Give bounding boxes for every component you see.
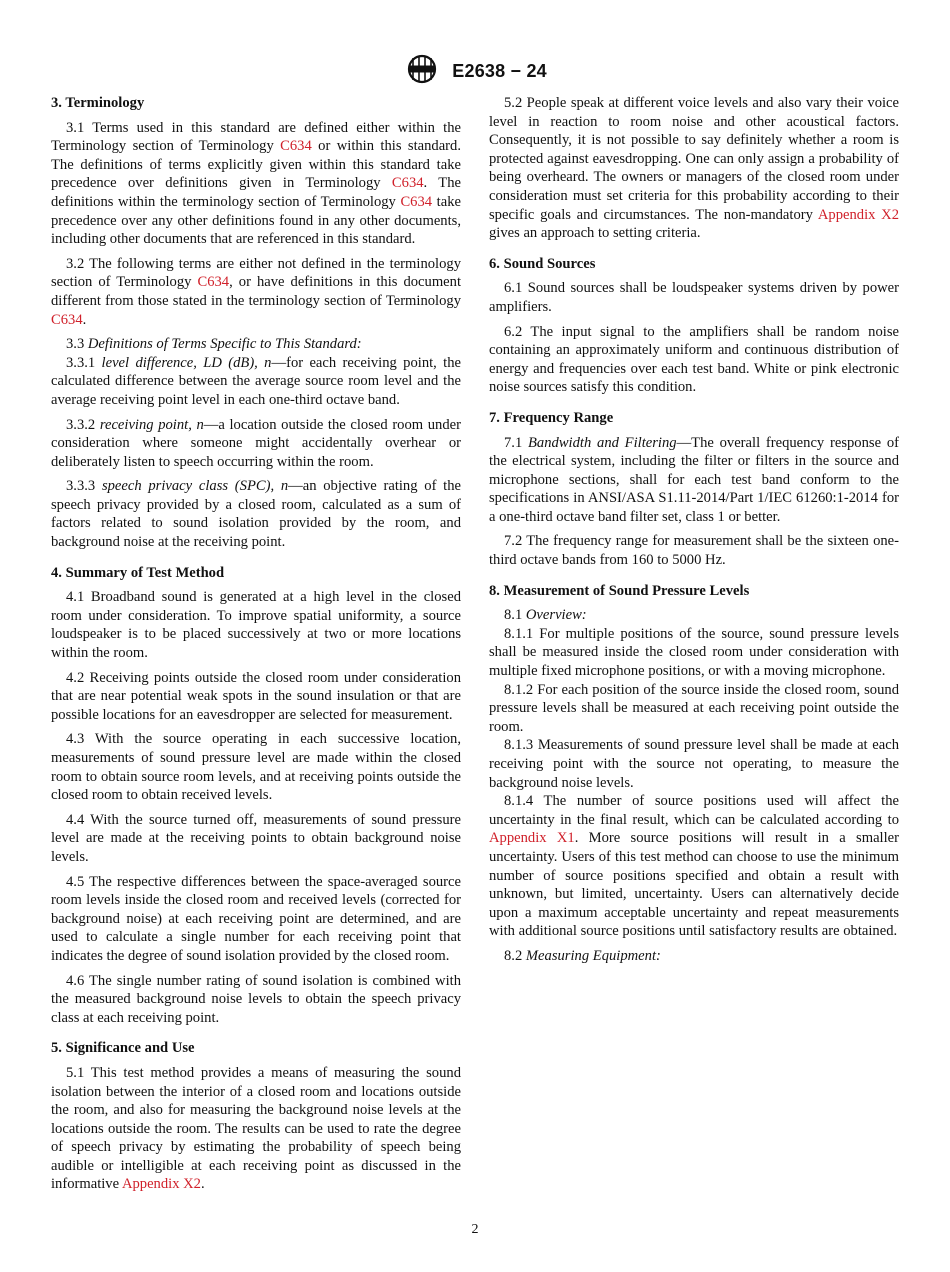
paragraph-8-2: 8.2 Measuring Equipment: [504,947,661,964]
paragraph-8-1-3: 8.1.3 Measurements of sound pressure level shall be made at each receiving point with the source not operating, to measure the background noise levels. [489,737,899,791]
paragraph-4-4: 4.4 With the source turned off, measurements of sound pressure level are made at the receiving points to obtain background noise levels. [51,811,461,865]
link-appendix-x2[interactable]: Appendix X2 [121,1176,201,1193]
paragraph-4-3: 4.3 With the source operating in each successive location, measurements of sound pressure level are made within the closed room to obtain source room levels, and at receiving points outside the closed room to obtain received levels. [51,731,461,804]
paragraph-4-2: 4.2 Receiving points outside the closed room under consideration that are near potential weak spots in the sound insulation or that are possible locations for an eavesdropper are selected for measurement. [51,669,461,723]
page-header [0,54,950,89]
paragraph-3-3: 3.3 Definitions of Terms Specific to This Standard: [66,336,362,353]
link-c634[interactable]: C634 [197,274,230,291]
paragraph-8-1: 8.1 Overview: [504,607,587,624]
right-column [489,94,899,972]
paragraph-8-1-1: 8.1.1 For multiple positions of the source, sound pressure levels shall be measured inside the closed room under consideration with multiple fixed microphone positions, or with a moving microphone. [489,625,899,680]
section-8-heading: 8. Measurement of Sound Pressure Levels [489,582,750,599]
page-number: 2 [471,1222,479,1237]
section-3-heading: 3. Terminology [51,95,145,111]
link-c634[interactable]: C634 [400,193,433,210]
paragraph-6-1: 6.1 Sound sources shall be loudspeaker systems driven by power amplifiers. [489,280,899,315]
paragraph-4-6: 4.6 The single number rating of sound isolation is combined with the measured background noise levels to obtain the speech privacy class at each receiving point. [51,972,461,1026]
astm-logo-icon [403,54,441,89]
link-appendix-x2[interactable]: Appendix X2 [817,206,900,223]
paragraph-8-1-2: 8.1.2 For each position of the source inside the closed room, sound pressure levels shall be measured at each receiving point outside the room. [489,681,899,735]
paragraph-7-2: 7.2 The frequency range for measurement shall be the sixteen one-third octave bands from 160 to 5000 Hz. [489,533,899,569]
paragraph-3-3-1: 3.3.1 level difference, LD (dB), n—for each receiving point, the calculated difference between the average source room level and the average receiving point level in each one-third octave band. [51,354,461,408]
paragraph-8-1-4: 8.1.4 The number of source positions used will affect the uncertainty in the final result, which can be calculated according to Appendix X1. More source positions will result in a smaller uncertainty. Users of this test method can choose to use the minimum number of source positions specified and obtain a result with unknown, but limited, uncertainty. Users can alternatively decide upon a maximum acceptable uncertainty and repeat measurements with additional source positions until satisfactory results are obtained. [489,793,899,940]
paragraph-3-2: 3.2 The following terms are either not defined in the terminology section of Terminology C634, or have definitions in this document different from those stated in the terminology section of Terminology C634. [51,255,462,328]
left-column [51,94,461,1200]
section-4-heading: 4. Summary of Test Method [51,564,225,581]
paragraph-3-3-3: 3.3.3 speech privacy class (SPC), n—an objective rating of the speech privacy provided by a closed room, calculated as a sum of factors related to sound isolation provided by the room, and background noise at the receiving point. [51,478,461,551]
paragraph-4-5: 4.5 The respective differences between the space-averaged source room levels inside the closed room and received levels (corrected for background noise) at each receiving point are determined, and are used to calculate a single number for each receiving point that indicates the degree of sound isolation provided by the closed room. [51,873,461,964]
standard-designation: E2638 − 24 [452,61,547,81]
paragraph-3-3-2: 3.3.2 receiving point, n—a location outside the closed room under consideration where someone might accidentally overhear or deliberately listen to speech occurring within the room. [51,416,461,470]
paragraph-5-2: 5.2 People speak at different voice levels and also vary their voice level in reaction to room noise and other acoustical factors. Consequently, it is not possible to say definitely whether a room is protected against eavesdropping. One can only assign a probability of being overheard. The owners or managers of the closed room under consideration must set criteria for this probability according to their specific goals and circumstances. The non-mandatory Appendix X2 gives an approach to setting criteria. [489,95,900,242]
paragraph-7-1: 7.1 Bandwidth and Filtering—The overall frequency response of the electrical system, including the filter or filters in the source and microphone sections, shall for each test band conform to the specifications in ANSI/ASA S1.11-2014/Part 1/IEC 61260:1-2014 for a one-third octave band filter set, class 1 or better. [489,434,899,525]
paragraph-3-1: 3.1 Terms used in this standard are defined either within the Terminology section of Terminology C634 or within this standard. The definitions of terms explicitly given within this standard take precedence over definitions given in Terminology C634. The definitions within the terminology section of Terminology C634 take precedence over any other definitions found in any other documents, including other documents that are referenced in this standard. [51,119,461,248]
paragraph-5-1: 5.1 This test method provides a means of measuring the sound isolation between the interior of a closed room and locations outside the room, and also for measuring the background noise levels at the locations outside the room. The results can be used to rate the degree of speech privacy by estimating the probability of speech being audible or intelligible at each receiving point as discussed in the informative Appendix X2. [51,1064,461,1193]
section-7-heading: 7. Frequency Range [489,409,614,426]
link-c634[interactable]: C634 [391,175,424,192]
link-c634[interactable]: C634 [280,138,312,155]
link-appendix-x1[interactable]: Appendix X1 [489,830,575,847]
section-5-heading: 5. Significance and Use [51,1040,195,1057]
paragraph-6-2: 6.2 The input signal to the amplifiers shall be random noise containing an approximately uniform and continuous distribution of energy and frequencies over each test band. White or pink electronic noise sources satisfy this condition. [489,323,899,396]
section-6-heading: 6. Sound Sources [489,255,596,272]
paragraph-4-1: 4.1 Broadband sound is generated at a high level in the closed room under consideration. To improve spatial uniformity, a source loudspeaker is to be placed successively at two or more locations within the room. [51,589,461,662]
link-c634[interactable]: C634 [51,311,83,328]
